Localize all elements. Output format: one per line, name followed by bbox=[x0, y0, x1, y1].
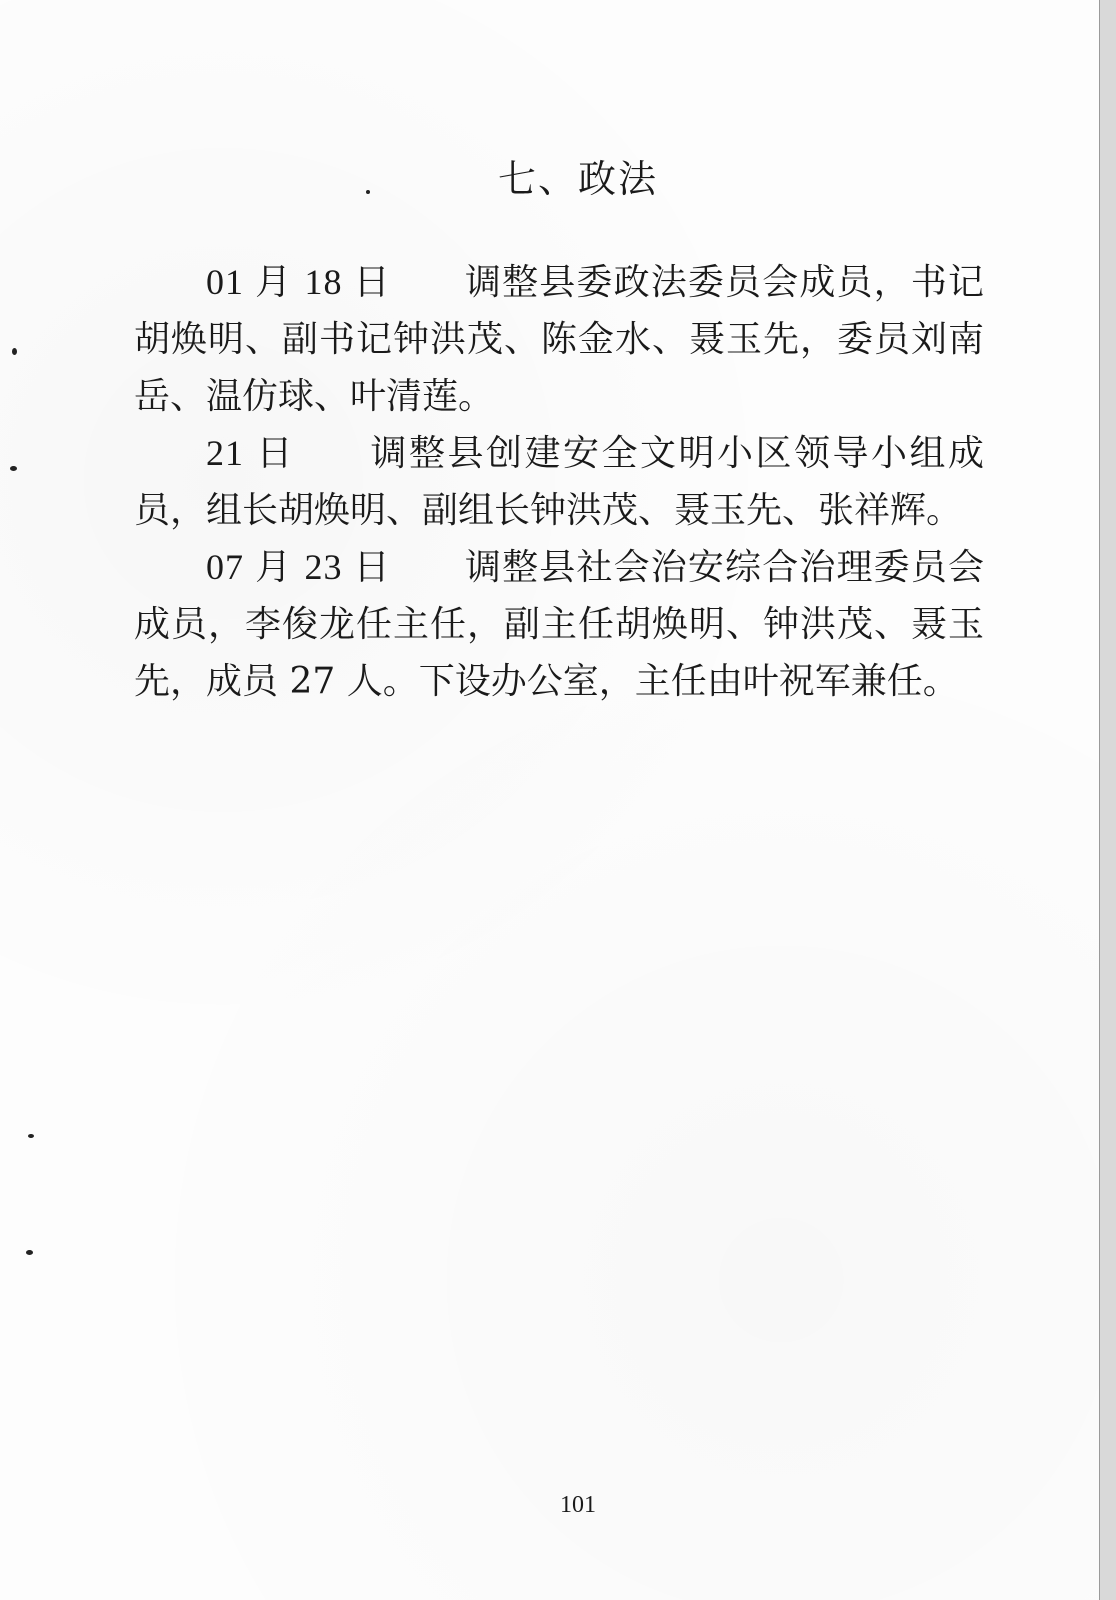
chronicle-entry bbox=[134, 425, 984, 539]
scan-speck bbox=[12, 348, 17, 355]
chronicle-entry bbox=[134, 254, 984, 425]
entry-date: 21 日 bbox=[206, 433, 296, 473]
scan-speck bbox=[10, 466, 17, 471]
entry-text: 调整县委政法委员会成员，书记胡焕明、副书记钟洪茂、陈金水、聂玉先，委员刘南岳、温仿球、叶清莲。 bbox=[134, 262, 984, 417]
entry-date: 01 月 18 日 bbox=[206, 262, 392, 302]
entry-date: 07 月 23 日 bbox=[206, 547, 392, 587]
entry-text: 调整县社会治安综合治理委员会成员，李俊龙任主任，副主任胡焕明、钟洪茂、聂玉先，成员 27 人。下设办公室，主任由叶祝军兼任。 bbox=[134, 547, 984, 702]
page-number: 101 bbox=[560, 1492, 596, 1518]
chronicle-entries bbox=[134, 254, 984, 710]
scan-speck bbox=[26, 1250, 33, 1255]
entry-text: 调整县创建安全文明小区领导小组成员，组长胡焕明、副组长钟洪茂、聂玉先、张祥辉。 bbox=[134, 433, 984, 531]
section-title: 七、政法 bbox=[497, 157, 658, 201]
chronicle-entry bbox=[134, 539, 984, 710]
scan-speck bbox=[28, 1134, 34, 1138]
scan-edge bbox=[1099, 0, 1116, 1600]
